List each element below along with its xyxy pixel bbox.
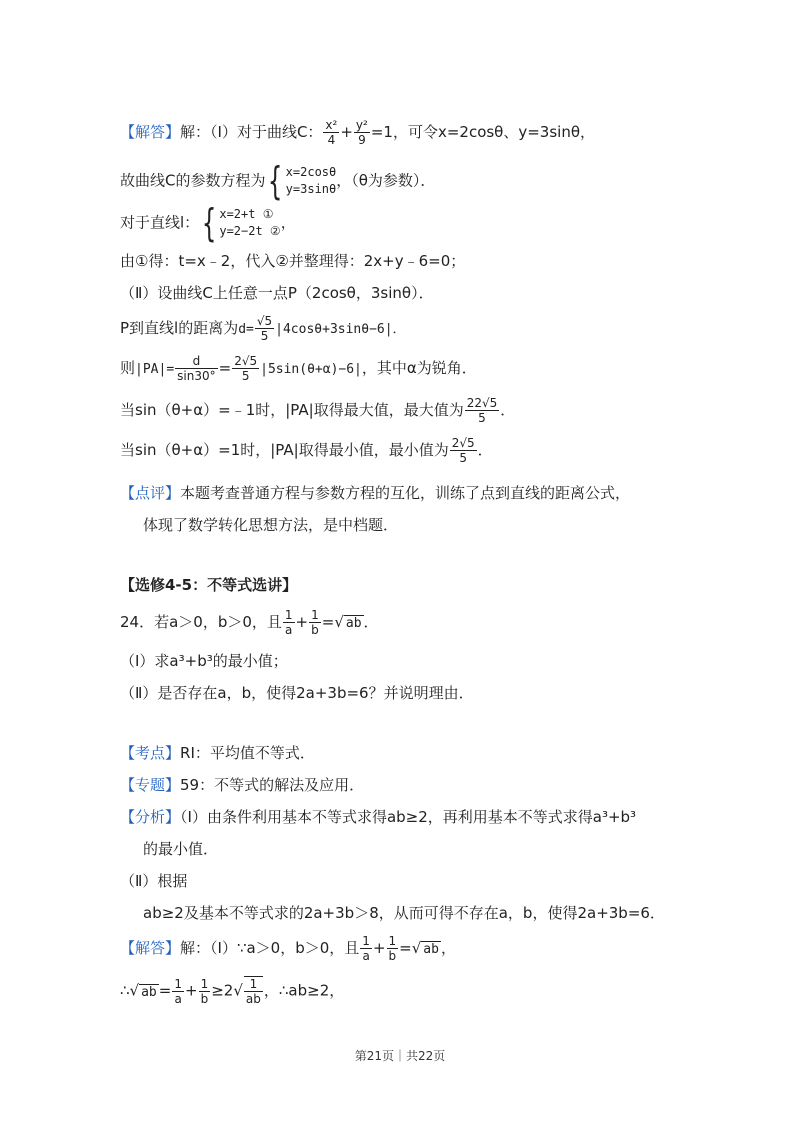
- solution-line-5: （Ⅱ）设曲线C上任意一点P（2cosθ，3sinθ）．: [120, 284, 434, 302]
- equation-system: x=2cosθ y=3sinθ: [285, 165, 337, 196]
- jieda-line-2: ∴√ ab = $\frac{1}{a}$ + $\frac{1}{b}$ ≥2√ $\frac{1}{ab}$ ，∴ab≥2，: [120, 976, 345, 1006]
- fraction: $\frac{d}{\sin 30^\circ}$: [177, 354, 216, 383]
- answer-tag: 【解答】: [120, 123, 181, 141]
- fenxi-line-1: 【分析】（Ⅰ）由条件利用基本不等式求得ab≥2，再利用基本不等式求得a³+b³: [120, 808, 637, 826]
- question-part-2: （Ⅱ）是否存在a，b，使得2a+3b=6？并说明理由．: [120, 684, 474, 702]
- solution-line-9: 当sin（θ+α）=1时，|PA|取得最小值，最小值为 $\frac{2√5}{5}$ ．: [120, 436, 493, 465]
- comment-tag: 【点评】: [120, 484, 181, 502]
- solution-line-6: P到直线l的距离为d= $\frac{√5}{5}$ |4cosθ+3sinθ−6|．: [120, 314, 406, 343]
- fraction: $\frac{1}{a}$: [362, 934, 370, 963]
- fenxi-tag: 【分析】: [120, 808, 181, 826]
- fraction: $\frac{22√5}{5}$: [466, 396, 498, 425]
- fenxi-line-3: （Ⅱ）根据: [120, 872, 188, 890]
- zhuanti-line: 【专题】59：不等式的解法及应用．: [120, 776, 365, 794]
- solution-line-1: 【解答】解：（Ⅰ）对于曲线C： $\frac{\text{x²}}{4}$ + $\frac{\text{y²}}{9}$ =1，可令x=2cosθ、y=3sinθ，: [120, 118, 596, 147]
- answer-tag: 【解答】: [120, 939, 181, 957]
- fraction: $\frac{√5}{5}$: [256, 314, 273, 343]
- fraction: $\frac{1}{ab}$: [245, 977, 261, 1006]
- zhuanti-tag: 【专题】: [120, 776, 181, 794]
- section-heading: 【选修4-5：不等式选讲】: [120, 576, 298, 594]
- comment-line-2: 体现了数学转化思想方法，是中档题．: [143, 516, 399, 534]
- fraction: $\frac{\text{y²}}{9}$: [355, 118, 368, 147]
- question-part-1: （Ⅰ）求a³+b³的最小值；: [120, 652, 288, 670]
- solution-line-4: 由①得：t=x﹣2，代入②并整理得：2x+y﹣6=0；: [120, 252, 466, 270]
- fraction: $\frac{1}{a}$: [284, 608, 293, 637]
- fraction: $\frac{2√5}{5}$: [451, 436, 475, 465]
- fraction: $\frac{1}{b}$: [311, 608, 319, 637]
- solution-line-7: 则|PA|= $\frac{d}{\sin 30^\circ}$ = $\frac{2√5}{5}$ |5sin(θ+α)−6|，其中α为锐角．: [120, 354, 477, 383]
- solution-line-2: 故曲线C的参数方程为{ x=2cosθ y=3sinθ ，（θ为参数）．: [120, 159, 436, 203]
- question-line: 24．若a＞0，b＞0，且 $\frac{1}{a}$ + $\frac{1}{b}$ =√ ab ．: [120, 608, 379, 637]
- comment-line-1: 【点评】本题考查普通方程与参数方程的互化，训练了点到直线的距离公式，: [120, 484, 631, 502]
- fraction: $\frac{2√5}{5}$: [234, 354, 258, 383]
- solution-line-8: 当sin（θ+α）=﹣1时，|PA|取得最大值，最大值为 $\frac{22√5}{5}$ ．: [120, 396, 516, 425]
- fenxi-line-2: 的最小值．: [143, 840, 219, 858]
- fenxi-line-4: ab≥2及基本不等式求的2a+3b＞8，从而可得不存在a，b，使得2a+3b=6．: [143, 904, 665, 922]
- solution-line-3: 对于直线l：{ x=2+t ① y=2−2t ② ，: [120, 201, 296, 245]
- kaodian-line: 【考点】RI：平均值不等式．: [120, 744, 315, 762]
- kaodian-tag: 【考点】: [120, 744, 181, 762]
- fraction: $\frac{1}{a}$: [174, 976, 182, 1006]
- fraction: $\frac{1}{b}$: [200, 976, 209, 1006]
- page-footer: 第21页｜共22页: [354, 1049, 446, 1063]
- fraction: $\frac{\text{x²}}{4}$: [325, 118, 338, 147]
- jieda-line-1: 【解答】解：（Ⅰ）∵a＞0，b＞0，且 $\frac{1}{a}$ + $\frac{1}{b}$ =√ ab ，: [120, 934, 456, 963]
- equation-system: x=2+t ① y=2−2t ②: [219, 207, 281, 238]
- fraction: $\frac{1}{b}$: [388, 934, 397, 963]
